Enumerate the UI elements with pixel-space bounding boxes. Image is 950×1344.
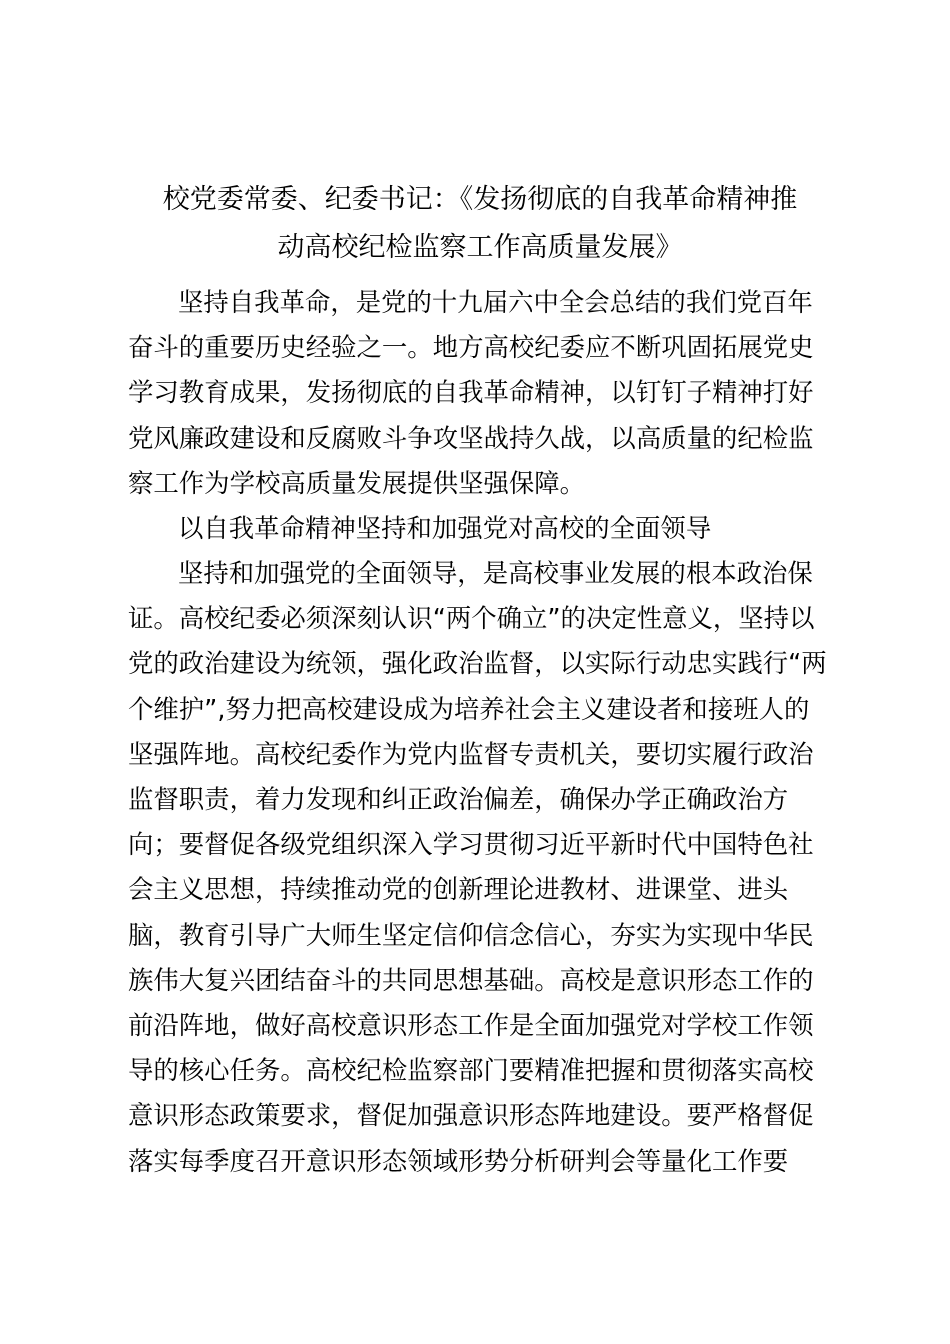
text-line: 奋斗的重要历史经验之一。地方高校纪委应不断巩固拓展党史 <box>128 332 814 363</box>
title-line-1: 校党委常委、纪委书记：《发扬彻底的自我革命精神推 <box>162 184 798 215</box>
text-line: 以自我革命精神坚持和加强党对高校的全面领导 <box>178 513 712 543</box>
text-line: 导的核心任务。高校纪检监察部门要精准把握和贯彻落实高校 <box>128 1055 814 1086</box>
paragraph-body <box>128 551 834 1184</box>
text-line: 前沿阵地，做好高校意识形态工作是全面加强党对学校工作领 <box>128 1010 814 1041</box>
text-line: 学习教育成果，发扬彻底的自我革命精神，以钉钉子精神打好 <box>128 377 814 408</box>
text-line: 意识形态政策要求，督促加强意识形态阵地建设。要严格督促 <box>128 1100 814 1131</box>
text-line: 党的政治建设为统领，强化政治监督，以实际行动忠实践行“两 <box>128 648 827 679</box>
document-title <box>120 176 840 272</box>
text-line: 向；要督促各级党组织深入学习贯彻习近平新时代中国特色社 <box>128 829 814 860</box>
paragraph-intro <box>128 280 834 506</box>
text-line: 坚持自我革命，是党的十九届六中全会总结的我们党百年 <box>178 287 813 317</box>
section-heading <box>128 506 834 551</box>
text-line: 党风廉政建设和反腐败斗争攻坚战持久战，以高质量的纪检监 <box>128 422 814 453</box>
text-line: 落实每季度召开意识形态领域形势分析研判会等量化工作要 <box>128 1145 789 1176</box>
text-line: 个维护”,努力把高校建设成为培养社会主义建设者和接班人的 <box>128 693 810 724</box>
text-line: 族伟大复兴团结奋斗的共同思想基础。高校是意识形态工作的 <box>128 964 814 995</box>
text-line: 证。高校纪委必须深刻认识“两个确立”的决定性意义，坚持以 <box>128 603 815 634</box>
text-line: 察工作为学校高质量发展提供坚强保障。 <box>128 467 586 498</box>
title-line-2: 动高校纪检监察工作高质量发展》 <box>277 232 683 263</box>
text-line: 会主义思想，持续推动党的创新理论进教材、进课堂、进头 <box>128 874 789 905</box>
text-line: 坚强阵地。高校纪委作为党内监督专责机关，要切实履行政治 <box>128 738 814 769</box>
text-line: 监督职责，着力发现和纠正政治偏差，确保办学正确政治方 <box>128 784 789 815</box>
text-line: 脑，教育引导广大师生坚定信仰信念信心，夯实为实现中华民 <box>128 919 814 950</box>
text-line: 坚持和加强党的全面领导，是高校事业发展的根本政治保 <box>178 558 813 588</box>
